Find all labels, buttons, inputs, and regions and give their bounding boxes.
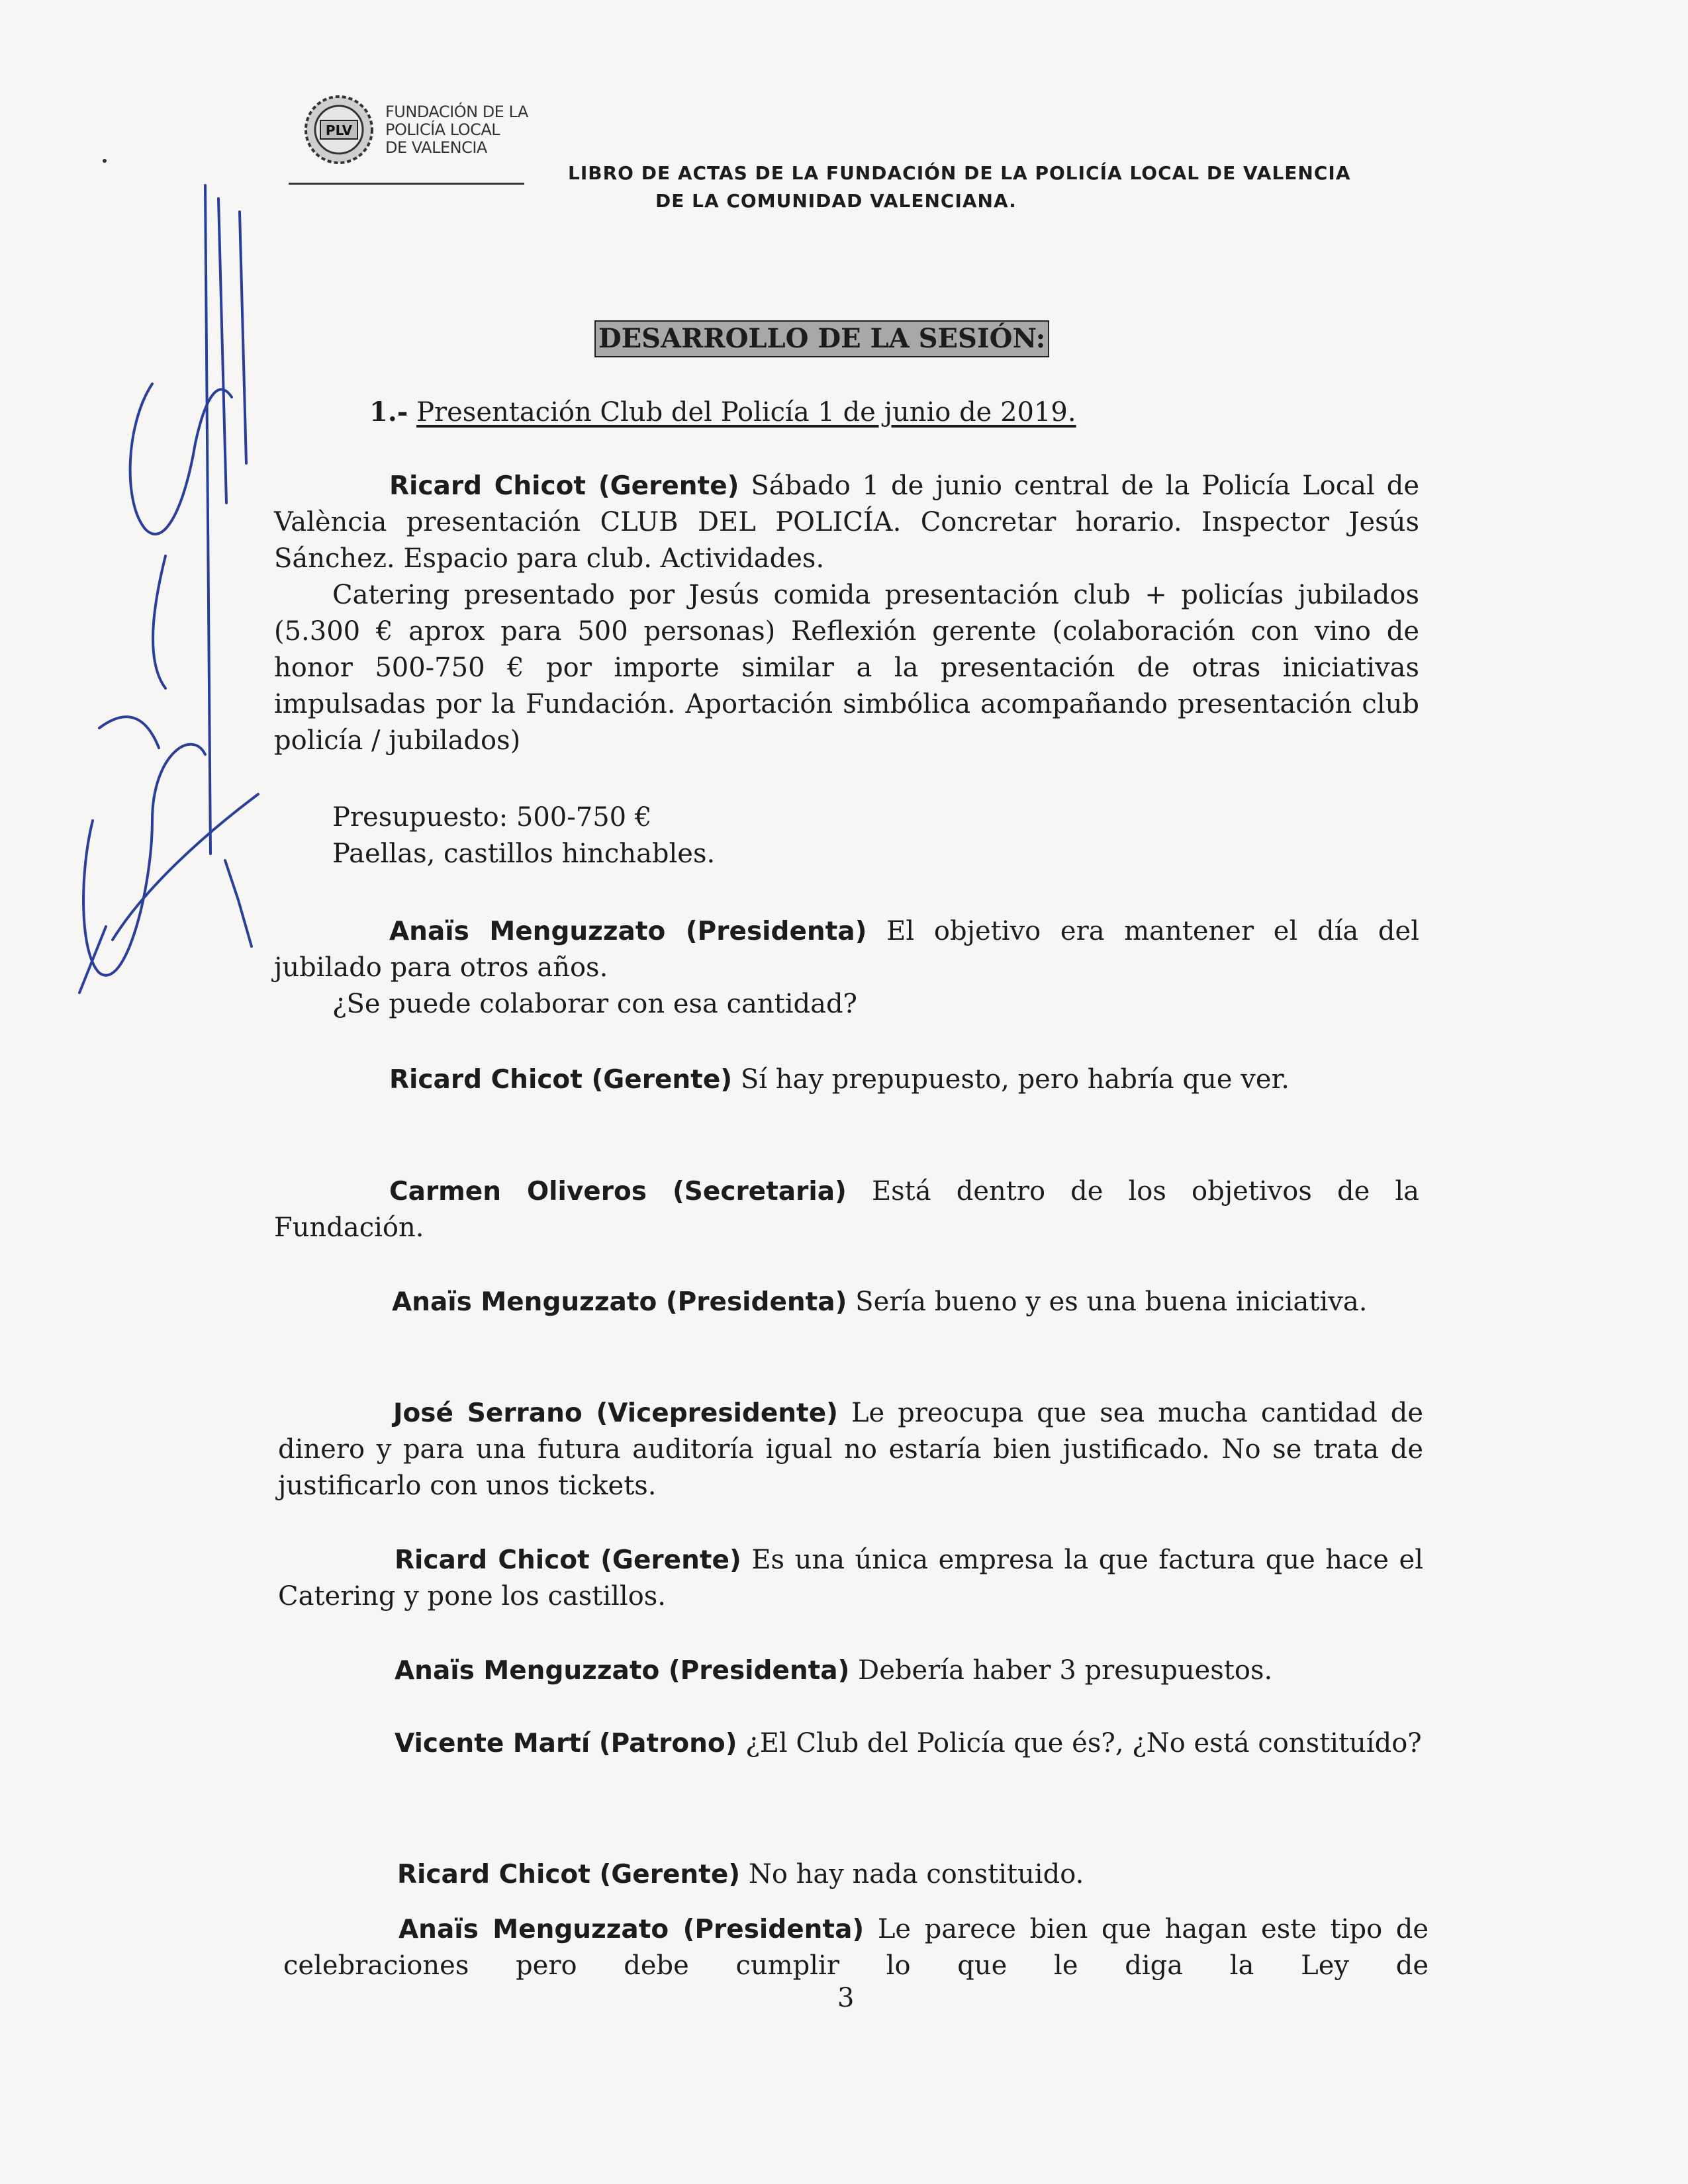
document-title-line-1: LIBRO DE ACTAS DE LA FUNDACIÓN DE LA POLICÍA LOCAL DE VALENCIA [568,162,1351,184]
minutes-paragraph [274,1062,1419,1098]
minutes-paragraph [277,1284,1422,1320]
header-divider [289,183,524,185]
speaker: José Serrano (Vicepresidente) [393,1398,838,1428]
statement: Debería haber 3 presupuestos. [858,1655,1273,1686]
margin-dot [103,159,107,163]
statement: ¿El Club del Policía que és?, ¿No está constituído? [745,1728,1422,1758]
handwritten-signature [53,159,271,1019]
minutes-paragraph [283,1911,1429,1984]
page-number: 3 [837,1983,855,2013]
statement: Le parece bien que hagan este tipo de celebraciones pero debe cumplir lo que le diga la Ley de [283,1914,1429,1981]
statement: Es una única empresa la que factura que hace el Catering y pone los castillos. [278,1545,1423,1612]
minutes-paragraph [278,1542,1423,1615]
activities-line: Paellas, castillos hinchables. [332,839,716,869]
statement: Está dentro de los objetivos de la Fundación. [274,1176,1419,1243]
document-title-line-2: DE LA COMUNIDAD VALENCIANA. [655,190,1017,212]
item-number: 1.- [369,396,408,428]
minutes-paragraph [274,913,1419,986]
minutes-paragraph [274,1173,1419,1246]
statement: Sí hay prepupuesto, pero habría que ver. [740,1064,1289,1095]
minutes-paragraph [278,1395,1423,1504]
svg-text:PLV: PLV [325,122,353,138]
speaker: Ricard Chicot (Gerente) [389,1065,733,1095]
speaker: Anaïs Menguzzato (Presidenta) [389,917,867,946]
minutes-paragraph [281,1725,1426,1762]
statement: Sábado 1 de junio central de la Policía Local de València presentación CLUB DEL POLICÍA. Concretar horario. Inspector Jesús Sánchez. Espacio para club. Actividades. [274,471,1419,574]
speaker: Anaïs Menguzzato (Presidenta) [395,1656,850,1686]
speaker: Carmen Oliveros (Secretaria) [389,1177,847,1206]
budget-line: Presupuesto: 500-750 € [332,802,652,833]
speaker: Ricard Chicot (Gerente) [397,1860,741,1889]
minutes-paragraph [281,1653,1426,1689]
speaker: Vicente Martí (Patrono) [395,1729,737,1758]
minutes-paragraph [282,1856,1427,1893]
statement: Catering presentado por Jesús comida presentación club + policías jubilados (5.300 € aprox para 500 personas) Reflexión gerente (colaboración con vino de honor 500-750 € por importe similar a la presentación de otras iniciativas impulsadas por la Fundación. Aportación simbólica acompañando presentación club policía / jubilados) [274,580,1419,756]
item-title: Presentación Club del Policía 1 de junio de 2019. [416,397,1076,428]
logo-text-line-2: POLICÍA LOCAL [385,120,500,139]
minutes-paragraph [274,577,1419,759]
minutes-paragraph [274,468,1419,577]
item-heading [369,394,1076,430]
statement: No hay nada constituido. [748,1859,1084,1889]
statement: Sería bueno y es una buena iniciativa. [855,1287,1368,1317]
statement: El objetivo era mantener el día del jubilado para otros años. [274,916,1420,983]
speaker: Anaïs Menguzzato (Presidenta) [392,1287,847,1317]
speaker: Ricard Chicot (Gerente) [395,1545,741,1575]
logo-text-line-3: DE VALENCIA [385,138,487,157]
question-line: ¿Se puede colaborar con esa cantidad? [332,989,857,1019]
statement: Le preocupa que sea mucha cantidad de dinero y para una futura auditoría igual no estaría bien justificado. No se trata de justificarlo con unos tickets. [278,1398,1424,1501]
logo-text-line-1: FUNDACIÓN DE LA [385,103,528,121]
section-heading: DESARROLLO DE LA SESIÓN: [594,320,1049,357]
speaker: Anaïs Menguzzato (Presidenta) [399,1915,865,1944]
speaker: Ricard Chicot (Gerente) [389,471,739,501]
foundation-seal-icon [303,94,375,165]
